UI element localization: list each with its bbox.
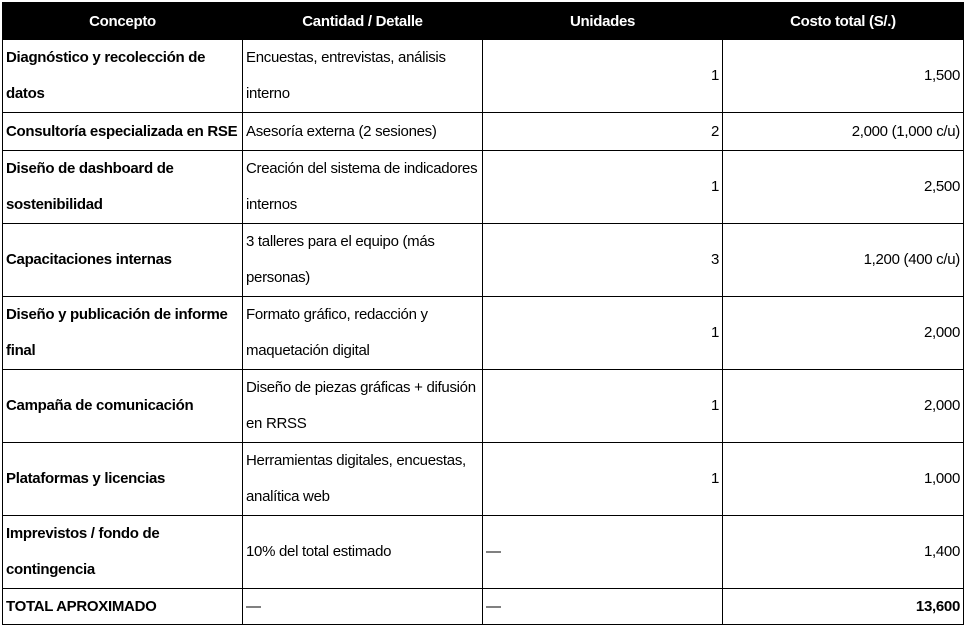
row-concept: Imprevistos / fondo de contingencia	[3, 516, 243, 589]
table-row	[3, 151, 964, 224]
total-units: —	[483, 589, 723, 625]
row-detail: Formato gráfico, redacción y maquetación digital	[243, 297, 483, 370]
row-detail: Asesoría externa (2 sesiones)	[243, 113, 483, 151]
row-cost: 2,000 (1,000 c/u)	[723, 113, 964, 151]
table-row	[3, 297, 964, 370]
row-cost: 2,500	[723, 151, 964, 224]
row-concept: Consultoría especializada en RSE	[3, 113, 243, 151]
row-units: 1	[483, 443, 723, 516]
header-units: Unidades	[483, 3, 723, 40]
table-row	[3, 443, 964, 516]
row-units: 1	[483, 370, 723, 443]
row-detail: 3 talleres para el equipo (más personas)	[243, 224, 483, 297]
row-cost: 2,000	[723, 370, 964, 443]
row-units: 2	[483, 113, 723, 151]
row-detail: 10% del total estimado	[243, 516, 483, 589]
row-concept: Capacitaciones internas	[3, 224, 243, 297]
row-detail: Creación del sistema de indicadores internos	[243, 151, 483, 224]
row-cost: 1,000	[723, 443, 964, 516]
row-detail: Diseño de piezas gráficas + difusión en RRSS	[243, 370, 483, 443]
row-cost: 1,500	[723, 40, 964, 113]
row-cost: 2,000	[723, 297, 964, 370]
row-concept: Diseño y publicación de informe final	[3, 297, 243, 370]
row-detail: Herramientas digitales, encuestas, analítica web	[243, 443, 483, 516]
row-detail: Encuestas, entrevistas, análisis interno	[243, 40, 483, 113]
budget-table	[2, 2, 964, 625]
header-row	[3, 3, 964, 40]
total-row	[3, 589, 964, 625]
row-concept: Campaña de comunicación	[3, 370, 243, 443]
table-row	[3, 113, 964, 151]
row-concept: Plataformas y licencias	[3, 443, 243, 516]
header-cost: Costo total (S/.)	[723, 3, 964, 40]
row-units: 1	[483, 151, 723, 224]
row-cost: 1,200 (400 c/u)	[723, 224, 964, 297]
table-row	[3, 516, 964, 589]
total-cost: 13,600	[723, 589, 964, 625]
row-units: —	[483, 516, 723, 589]
row-concept: Diagnóstico y recolección de datos	[3, 40, 243, 113]
row-units: 1	[483, 40, 723, 113]
header-detail: Cantidad / Detalle	[243, 3, 483, 40]
total-detail: —	[243, 589, 483, 625]
row-concept: Diseño de dashboard de sostenibilidad	[3, 151, 243, 224]
table-row	[3, 224, 964, 297]
total-concept: TOTAL APROXIMADO	[3, 589, 243, 625]
row-units: 3	[483, 224, 723, 297]
row-units: 1	[483, 297, 723, 370]
table-row	[3, 370, 964, 443]
table-row	[3, 40, 964, 113]
header-concept: Concepto	[3, 3, 243, 40]
row-cost: 1,400	[723, 516, 964, 589]
